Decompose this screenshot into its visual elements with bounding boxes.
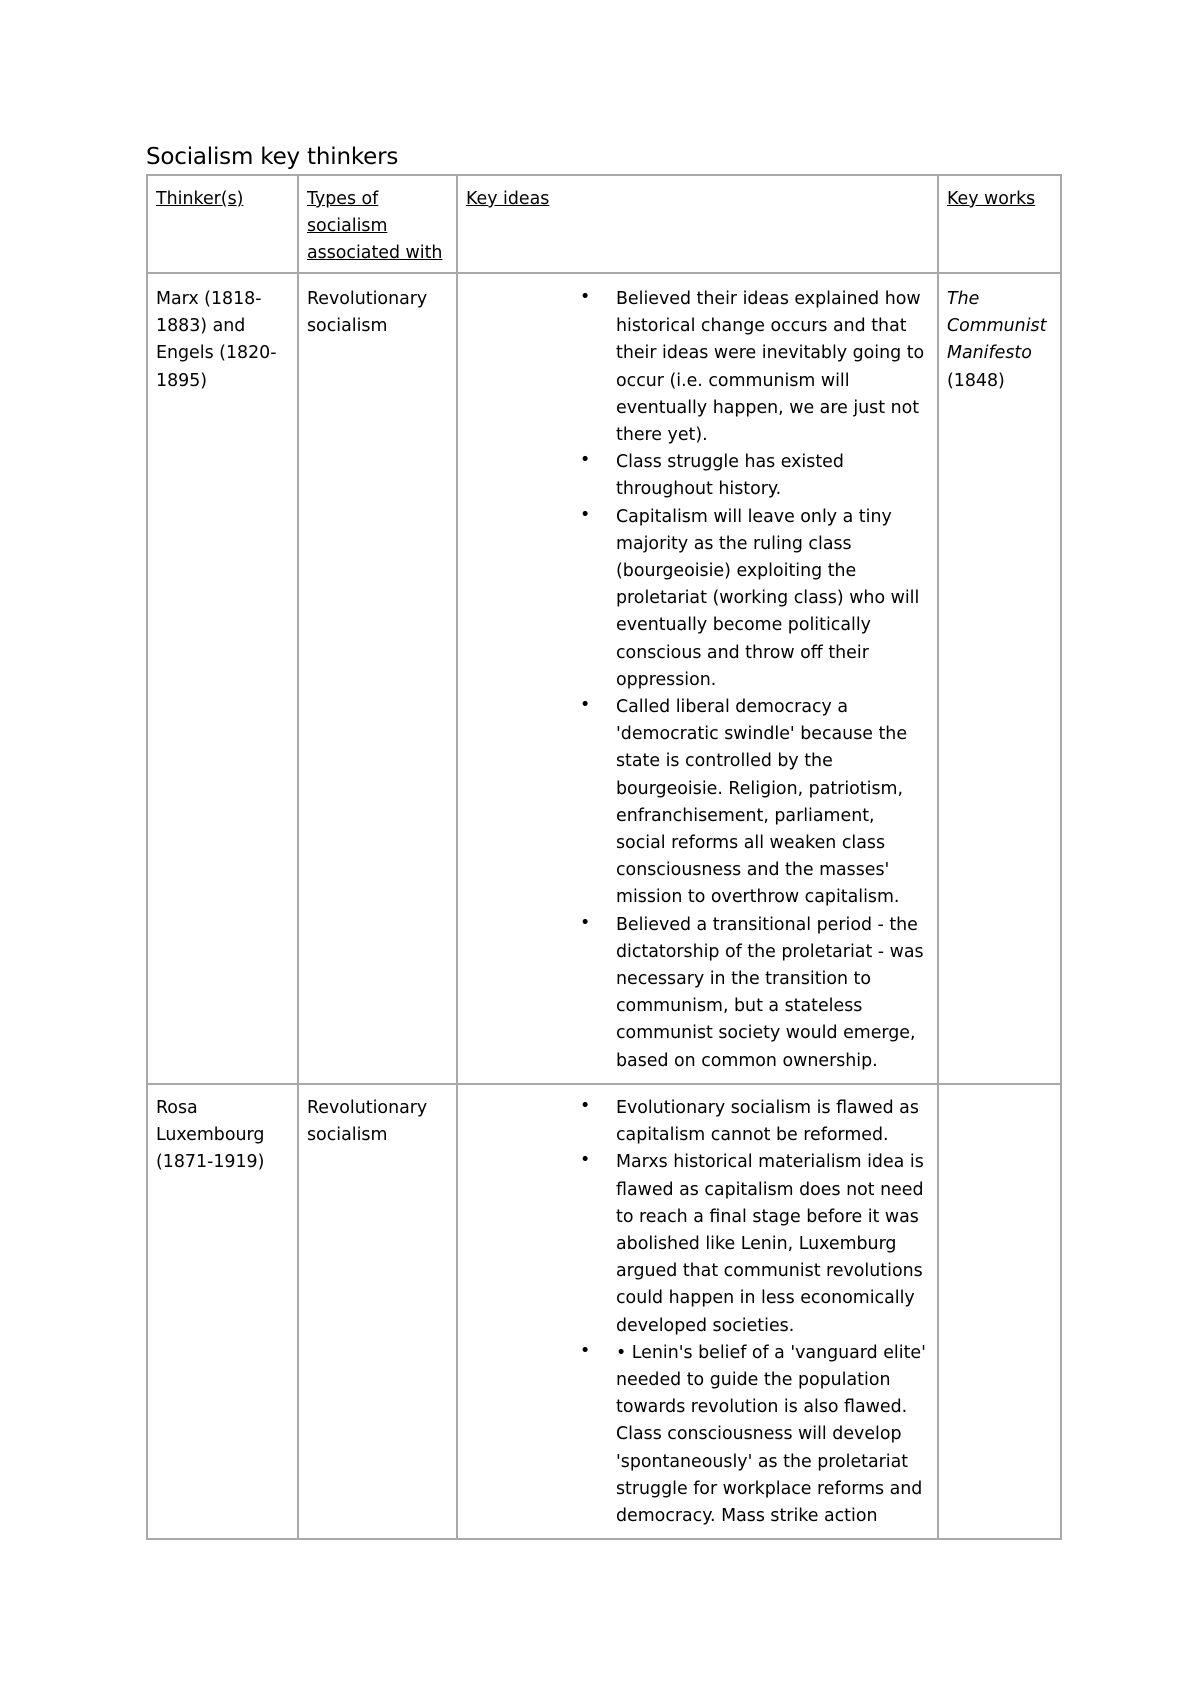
- list-item: [580, 449, 929, 503]
- header-key-ideas: Key ideas: [466, 189, 550, 209]
- bullet-icon: •: [580, 1096, 591, 1116]
- bullet-icon: •: [580, 1340, 591, 1361]
- socialism-type: Revolutionary socialism: [307, 289, 428, 337]
- key-ideas-list: [466, 1095, 929, 1530]
- list-item: [580, 504, 929, 694]
- thinker-cell: [147, 1084, 298, 1539]
- bullet-icon: •: [580, 695, 591, 716]
- list-item: [580, 912, 929, 1075]
- idea-text: Believed a transitional period - the dictatorship of the proletariat - was necessary in the transition to communism, but a stateless communist society would emerge, based on common ownership.: [616, 914, 924, 1071]
- page-title: Socialism key thinkers: [146, 144, 399, 170]
- key-thinkers-table: [146, 174, 1062, 1540]
- header-cell-thinkers: [147, 175, 298, 273]
- list-item: [580, 694, 929, 912]
- list-item: [580, 1095, 929, 1149]
- idea-text: Believed their ideas explained how historical change occurs and that their ideas were inevitably going to occur (i.e. communism will eventually happen, we are just not there yet).: [616, 289, 925, 446]
- key-ideas-cell: [457, 1084, 938, 1539]
- thinker-cell: [147, 273, 298, 1084]
- idea-text: Called liberal democracy a 'democratic swindle' because the state is controlled by the bourgeoisie. Religion, patriotism, enfranchisement, parliament, social reforms all weaken class consciousness and the masses' mission to overthrow capitalism.: [616, 697, 908, 908]
- idea-text: • Lenin's belief of a 'vanguard elite' needed to guide the population towards revolution is also flawed. Class consciousness will develop 'spontaneously' as the proletariat struggle for workplace reforms and democracy. Mass strike action: [616, 1342, 926, 1527]
- idea-text: Class struggle has existed throughout history.: [616, 452, 844, 500]
- key-works-cell: [938, 1084, 1061, 1539]
- work-title: The Communist Manifesto: [947, 289, 1047, 364]
- header-types: Types of socialism associated with: [307, 189, 443, 264]
- bullet-icon: •: [580, 287, 591, 307]
- bullet-icon: •: [580, 504, 591, 525]
- idea-text: Capitalism will leave only a tiny majority as the ruling class (bourgeoisie) exploiting the proletariat (working class) who will eventually become politically conscious and throw off their oppression.: [616, 506, 920, 690]
- key-works-cell: [938, 273, 1061, 1084]
- header-cell-types: [298, 175, 457, 273]
- type-cell: [298, 1084, 457, 1539]
- header-key-works: Key works: [947, 189, 1036, 209]
- bullet-icon: •: [580, 912, 591, 933]
- header-thinkers: Thinker(s): [156, 189, 244, 209]
- bullet-icon: •: [580, 450, 591, 471]
- table-row: [147, 1084, 1061, 1539]
- list-item: [580, 1340, 929, 1530]
- socialism-type: Revolutionary socialism: [307, 1098, 428, 1146]
- list-item: [580, 286, 929, 449]
- work-year: (1848): [947, 370, 1005, 391]
- idea-text: Evolutionary socialism is flawed as capitalism cannot be reformed.: [616, 1098, 919, 1146]
- bullet-icon: •: [580, 1150, 591, 1171]
- header-cell-key-works: [938, 175, 1061, 273]
- thinker-name: Marx (1818- 1883) and Engels (1820- 1895): [156, 289, 277, 391]
- thinker-name: Rosa Luxembourg (1871-1919): [156, 1098, 265, 1173]
- type-cell: [298, 273, 457, 1084]
- table-header-row: [147, 175, 1061, 273]
- idea-text: Marxs historical materialism idea is flawed as capitalism does not need to reach a final stage before it was abolished like Lenin, Luxemburg argued that communist revolutions could happen in less economically developed societies.: [616, 1152, 924, 1336]
- list-item: [580, 1149, 929, 1339]
- key-ideas-list: [466, 286, 929, 1075]
- table-row: [147, 273, 1061, 1084]
- key-ideas-cell: [457, 273, 938, 1084]
- header-cell-key-ideas: [457, 175, 938, 273]
